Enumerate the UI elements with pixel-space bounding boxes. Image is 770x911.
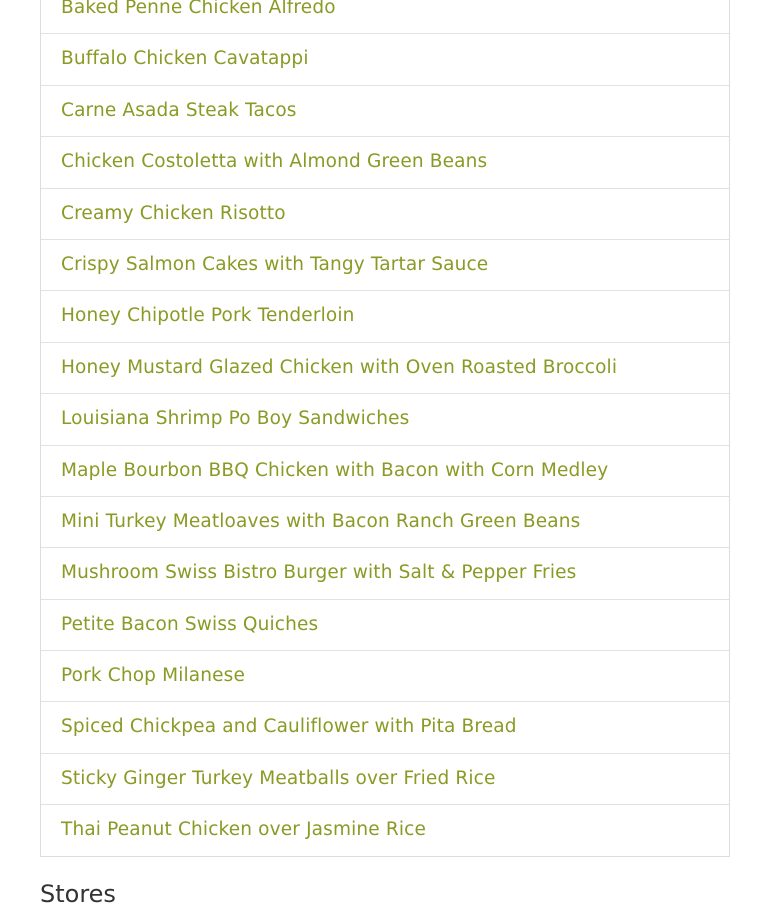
recipe-link[interactable]: Maple Bourbon BBQ Chicken with Bacon with Corn Medley [41,446,729,497]
recipe-link[interactable]: Buffalo Chicken Cavatappi [41,34,729,85]
recipe-link[interactable]: Spiced Chickpea and Cauliflower with Pita Bread [41,702,729,753]
recipe-link[interactable]: Pork Chop Milanese [41,651,729,702]
stores-heading: Stores [40,880,116,908]
recipe-link[interactable]: Creamy Chicken Risotto [41,189,729,240]
recipe-link[interactable]: Honey Chipotle Pork Tenderloin [41,291,729,342]
recipe-link[interactable]: Sticky Ginger Turkey Meatballs over Fried Rice [41,754,729,805]
recipe-link[interactable]: Carne Asada Steak Tacos [41,86,729,137]
recipe-link[interactable]: Thai Peanut Chicken over Jasmine Rice [61,819,426,841]
recipe-link[interactable]: Chicken Costoletta with Almond Green Beans [41,137,729,188]
recipe-list [40,0,730,857]
recipe-link[interactable]: Mushroom Swiss Bistro Burger with Salt & Pepper Fries [41,548,729,599]
recipe-link[interactable]: Petite Bacon Swiss Quiches [41,600,729,651]
recipe-link[interactable]: Honey Mustard Glazed Chicken with Oven Roasted Broccoli [41,343,729,394]
recipe-link[interactable]: Baked Penne Chicken Alfredo [41,0,729,34]
recipe-link[interactable]: Mini Turkey Meatloaves with Bacon Ranch Green Beans [41,497,729,548]
recipe-link[interactable]: Louisiana Shrimp Po Boy Sandwiches [41,394,729,445]
recipe-link[interactable]: Crispy Salmon Cakes with Tangy Tartar Sauce [41,240,729,291]
